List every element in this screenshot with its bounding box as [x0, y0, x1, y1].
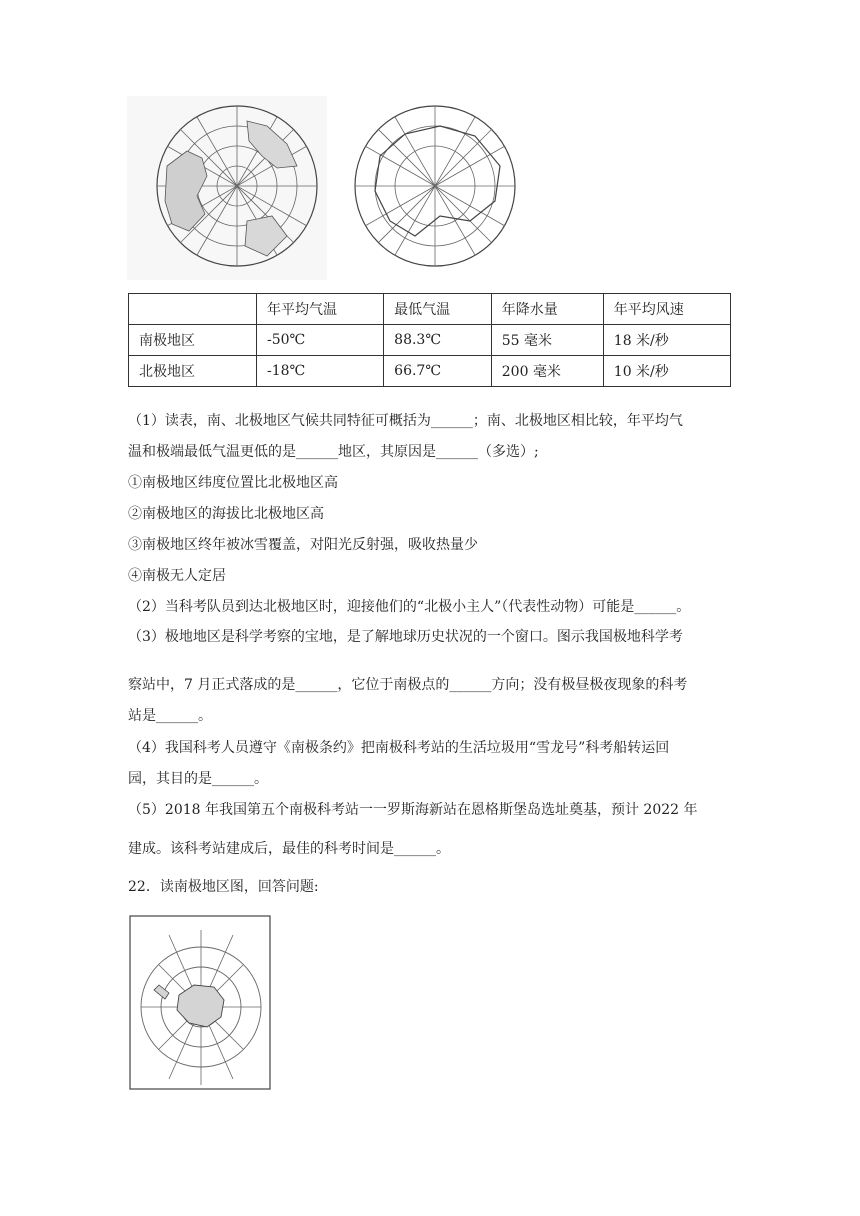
antarctica-map: [129, 915, 271, 1090]
table-cell: 55 毫米: [491, 325, 603, 356]
table-cell: -50℃: [257, 325, 384, 356]
question-4-line-2: 园，其目的是______。: [128, 771, 268, 787]
polar-maps-figure: [127, 96, 487, 280]
option-1: ①南极地区纬度位置比北极地区高: [128, 475, 338, 491]
table-header-cell: 年平均风速: [603, 294, 730, 325]
option-4: ④南极无人定居: [128, 568, 226, 584]
table-header-cell: 年平均气温: [257, 294, 384, 325]
question-4-line-1: （4）我国科考人员遵守《南极条约》把南极科考站的生活垃圾用“雪龙号”科考船转运回: [128, 740, 670, 756]
table-cell: 南极地区: [129, 325, 257, 356]
table-header-row: [129, 294, 731, 325]
question-1-line-1: （1）读表，南、北极地区气候共同特征可概括为______；南、北极地区相比较，年平均气: [128, 413, 683, 429]
polar-climate-table: [128, 293, 731, 387]
table-header-cell: 年降水量: [491, 294, 603, 325]
question-3-line-2: 察站中，7 月正式落成的是______，它位于南极点的______方向；没有极昼极夜现象的科考: [128, 677, 688, 693]
question-1-line-2: 温和极端最低气温更低的是______地区，其原因是______（多选）;: [128, 444, 539, 460]
table-cell: 北极地区: [129, 356, 257, 387]
option-3: ③南极地区终年被冰雪覆盖，对阳光反射强，吸收热量少: [128, 537, 478, 553]
table-cell: -18℃: [257, 356, 384, 387]
table-header-cell: 最低气温: [384, 294, 492, 325]
question-5-line-1: （5）2018 年我国第五个南极科考站一一罗斯海新站在恩格斯堡岛选址奠基，预计 2022 年: [128, 802, 698, 818]
table-cell: 200 毫米: [491, 356, 603, 387]
north-pole-map: [127, 96, 327, 280]
question-3-line-3: 站是______。: [128, 708, 212, 724]
table-header-cell: [129, 294, 257, 325]
table-cell: 88.3℃: [384, 325, 492, 356]
table-cell: 10 米/秒: [603, 356, 730, 387]
table-row: [129, 356, 731, 387]
option-2: ②南极地区的海拔比北极地区高: [128, 506, 324, 522]
table-row: [129, 325, 731, 356]
south-pole-map: [345, 96, 525, 276]
table-cell: 18 米/秒: [603, 325, 730, 356]
question-5-line-2: 建成。该科考站建成后，最佳的科考时间是______。: [128, 841, 450, 857]
question-3-line-1: （3）极地地区是科学考察的宝地，是了解地球历史状况的一个窗口。图示我国极地科学考: [128, 629, 683, 645]
table-cell: 66.7℃: [384, 356, 492, 387]
question-22-title: 22．读南极地区图，回答问题:: [128, 879, 319, 895]
question-2: （2）当科考队员到达北极地区时，迎接他们的“北极小主人”（代表性动物）可能是______。: [128, 599, 691, 615]
